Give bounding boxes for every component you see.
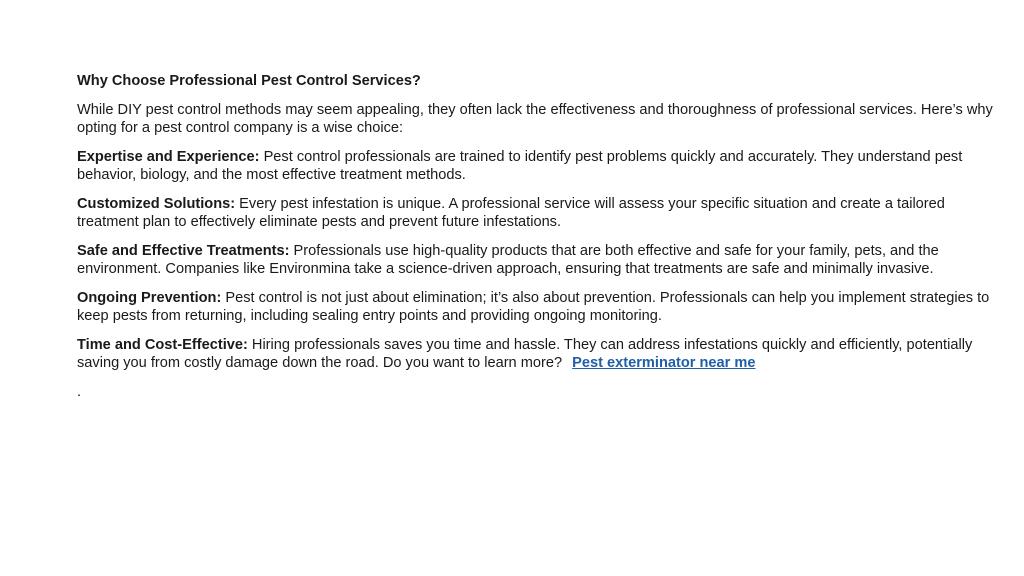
point-safe-treatments <box>77 242 997 279</box>
point-text: Pest control is not just about elimination; it’s also about prevention. Professionals can help you implement strategies to keep pests from returning, including sealing entry points and providing ongoing monitoring. <box>77 289 990 324</box>
point-expertise <box>77 148 997 185</box>
section-heading: Why Choose Professional Pest Control Services? <box>77 73 421 89</box>
point-term: Safe and Effective Treatments: <box>77 242 290 259</box>
point-term: Time and Cost-Effective: <box>77 336 248 353</box>
point-prevention <box>77 289 997 326</box>
point-term: Customized Solutions: <box>77 195 236 212</box>
intro-paragraph: While DIY pest control methods may seem appealing, they often lack the effectiveness and thoroughness of professional services. Here’s why opting for a pest control company is a wise choice: <box>77 101 993 136</box>
slide-content <box>77 72 997 401</box>
point-text: Professionals use high-quality products that are both effective and safe for your family, pets, and the environment. Companies like Environmina take a science-driven approach, ensuring that treatments are safe and minimally invasive. <box>77 242 939 277</box>
point-term: Expertise and Experience: <box>77 148 260 165</box>
point-customized <box>77 195 997 232</box>
trailing-period: . <box>77 383 82 400</box>
point-term: Ongoing Prevention: <box>77 289 222 306</box>
exterminator-link[interactable]: Pest exterminator near me <box>572 355 756 371</box>
point-text: Every pest infestation is unique. A professional service will assess your specific situation and create a tailored treatment plan to effectively eliminate pests and prevent future infestations. <box>77 195 945 230</box>
point-text: Hiring professionals saves you time and hassle. They can address infestations quickly and efficiently, potentially saving you from costly damage down the road. Do you want to learn more? <box>77 336 973 371</box>
point-time-cost <box>77 336 997 373</box>
point-text: Pest control professionals are trained to identify pest problems quickly and accurately. They understand pest behavior, biology, and the most effective treatment methods. <box>77 148 963 183</box>
